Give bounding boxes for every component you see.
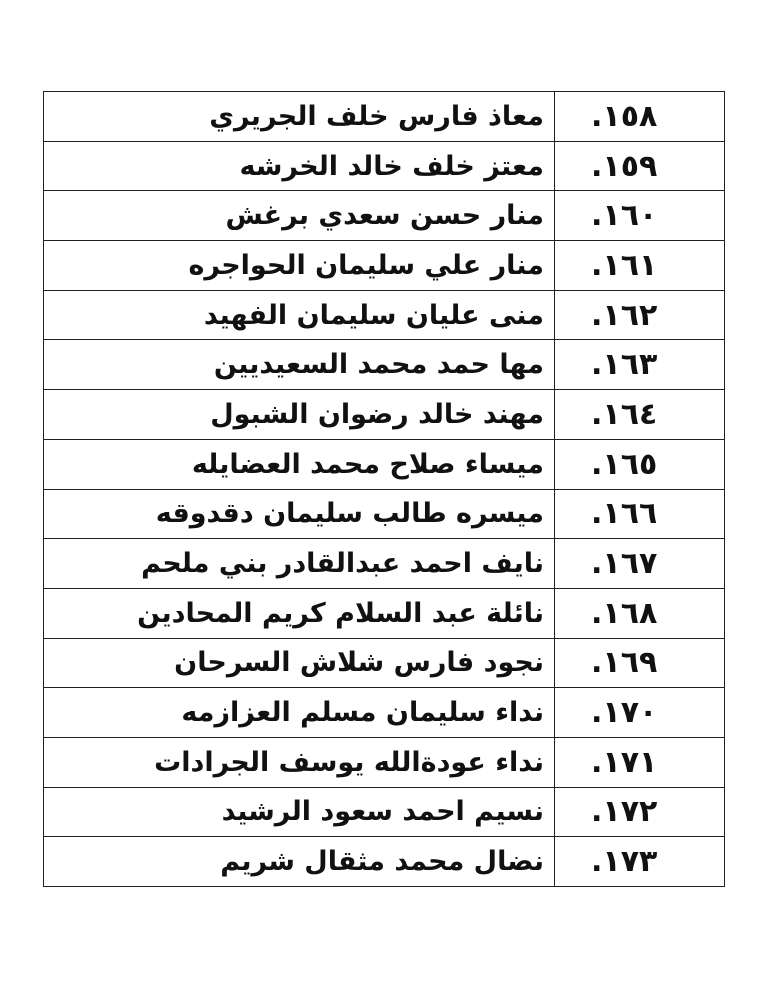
row-number [555,688,725,738]
names-table [43,91,725,887]
row-number-text: ١٦٦. [591,496,658,532]
row-number [555,787,725,837]
person-name: معتز خلف خالد الخرشه [44,141,555,191]
table-row [44,588,725,638]
row-number-text: ١٧٣. [591,844,658,880]
row-number-text: ١٥٨. [591,98,658,134]
person-name: منى عليان سليمان الفهيد [44,290,555,340]
row-number-text: ١٦٩. [591,645,658,681]
table-row [44,539,725,589]
table-row [44,489,725,539]
table-row [44,92,725,142]
row-number [555,837,725,887]
row-number [555,439,725,489]
table-row [44,390,725,440]
person-name: منار حسن سعدي برغش [44,191,555,241]
row-number [555,390,725,440]
table-row [44,638,725,688]
table-row [44,241,725,291]
table-row [44,340,725,390]
row-number [555,539,725,589]
row-number-text: ١٦١. [591,247,658,283]
row-number-text: ١٥٩. [591,148,658,184]
table-row [44,439,725,489]
row-number [555,241,725,291]
row-number [555,141,725,191]
row-number [555,92,725,142]
person-name: نسيم احمد سعود الرشيد [44,787,555,837]
person-name: نائلة عبد السلام كريم المحادين [44,588,555,638]
person-name: ميساء صلاح محمد العضايله [44,439,555,489]
person-name: نداء سليمان مسلم العزازمه [44,688,555,738]
table-row [44,787,725,837]
row-number [555,737,725,787]
row-number [555,290,725,340]
table-row [44,837,725,887]
row-number [555,489,725,539]
person-name: نداء عودةالله يوسف الجرادات [44,737,555,787]
row-number-text: ١٧٠. [591,695,658,731]
table-row [44,141,725,191]
row-number-text: ١٦٨. [591,595,658,631]
table-row [44,737,725,787]
row-number-text: ١٦٧. [591,546,658,582]
row-number-text: ١٧١. [591,744,658,780]
table-row [44,688,725,738]
person-name: نايف احمد عبدالقادر بني ملحم [44,539,555,589]
person-name: نجود فارس شلاش السرحان [44,638,555,688]
person-name: منار علي سليمان الحواجره [44,241,555,291]
row-number [555,191,725,241]
person-name: مهند خالد رضوان الشبول [44,390,555,440]
row-number [555,340,725,390]
table-row [44,191,725,241]
row-number-text: ١٦٥. [591,446,658,482]
row-number-text: ١٦٢. [591,297,658,333]
row-number-text: ١٦٤. [591,396,658,432]
row-number-text: ١٦٣. [591,347,658,383]
table-row [44,290,725,340]
row-number-text: ١٧٢. [591,794,658,830]
person-name: معاذ فارس خلف الجريري [44,92,555,142]
person-name: مها حمد محمد السعيديين [44,340,555,390]
row-number [555,638,725,688]
person-name: ميسره طالب سليمان دقدوقه [44,489,555,539]
row-number [555,588,725,638]
row-number-text: ١٦٠. [591,198,658,234]
person-name: نضال محمد مثقال شريم [44,837,555,887]
